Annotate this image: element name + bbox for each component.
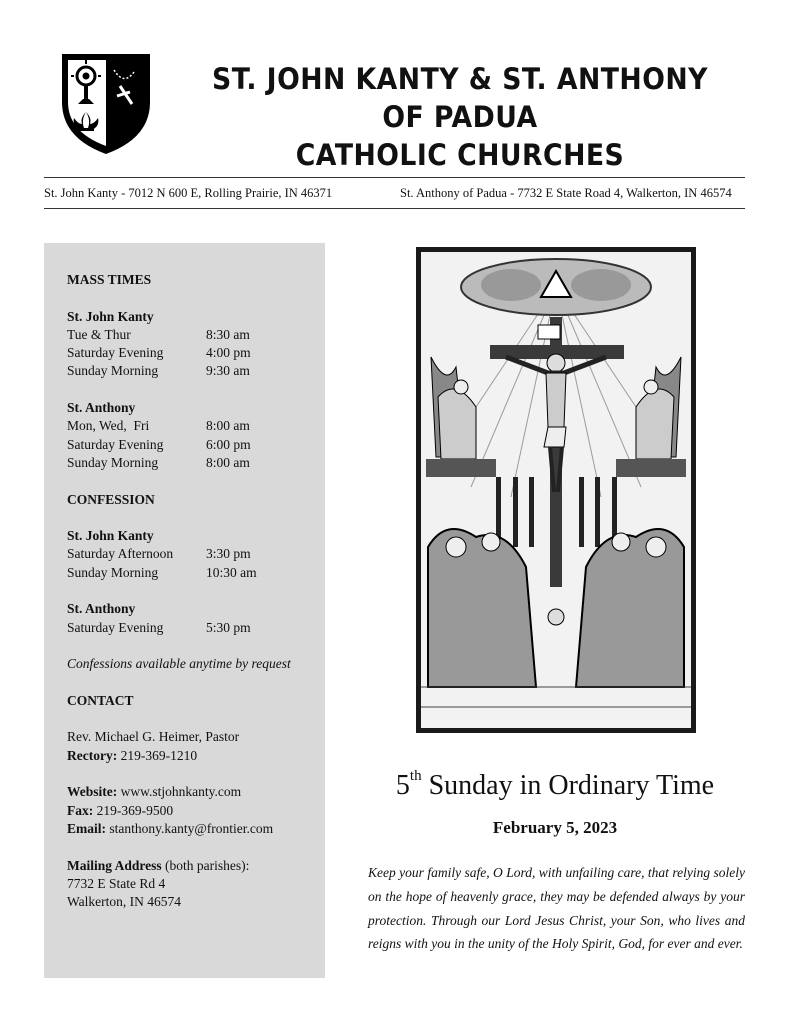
mass-row: Sunday Morning 9:30 am bbox=[67, 363, 250, 379]
address-st-john-kanty: St. John Kanty - 7012 N 600 E, Rolling Prairie, IN 46371 bbox=[44, 186, 333, 200]
confession-note: Confessions available anytime by request bbox=[67, 656, 291, 672]
mass-row: Mon, Wed, Fri 8:00 am bbox=[67, 418, 250, 434]
liturgical-day-title: 5th Sunday in Ordinary Time bbox=[395, 767, 715, 801]
confession-row: Sunday Morning 10:30 am bbox=[67, 564, 257, 580]
mailing-address-line: 7732 E State Rd 4 bbox=[67, 875, 166, 891]
parish-shield-logo bbox=[58, 46, 154, 158]
website: Website: www.stjohnkanty.com bbox=[67, 784, 242, 800]
bulletin-date: February 5, 2023 bbox=[492, 818, 618, 837]
mass-row: Saturday Evening 4:00 pm bbox=[67, 345, 251, 361]
header-rule-bottom bbox=[44, 208, 745, 209]
skull-icon bbox=[548, 609, 564, 625]
contact-heading: CONTACT bbox=[67, 692, 134, 708]
schedule-sidebar bbox=[44, 243, 325, 978]
fax: Fax: 219-369-9500 bbox=[67, 802, 174, 818]
parish-title: ST. JOHN KANTY & ST. ANTHONY OF PADUA CATHOLIC CHURCHES bbox=[212, 62, 708, 172]
confession-church-name: St. John Kanty bbox=[67, 528, 154, 544]
mass-church-name: St. Anthony bbox=[67, 400, 136, 416]
mass-row: Tue & Thur 8:30 am bbox=[67, 326, 250, 342]
confession-church-name: St. Anthony bbox=[67, 601, 136, 617]
mass-row: Saturday Evening 6:00 pm bbox=[67, 436, 251, 452]
mass-church-name: St. John Kanty bbox=[67, 308, 154, 324]
rectory-phone: Rectory: 219-369-1210 bbox=[67, 747, 198, 763]
pastor-name: Rev. Michael G. Heimer, Pastor bbox=[67, 729, 240, 745]
collect-prayer: Keep your family safe, O Lord, with unfailing care, that relying solely on the hope of heavenly grace, they may be defended always by your protection. Through our Lord Jesus Christ, your Son, who lives and reigns with you in the unity of the Holy Spirit, God, for ever and ever. bbox=[368, 865, 745, 952]
confession-heading: CONFESSION bbox=[67, 491, 155, 507]
mass-row: Sunday Morning 8:00 am bbox=[67, 454, 250, 470]
header-rule-top bbox=[44, 177, 745, 178]
confession-row: Saturday Afternoon 3:30 pm bbox=[67, 546, 251, 562]
confession-row: Saturday Evening 5:30 pm bbox=[67, 619, 251, 635]
address-st-anthony: St. Anthony of Padua - 7732 E State Road 4, Walkerton, IN 46574 bbox=[400, 186, 732, 200]
mass-times-heading: MASS TIMES bbox=[67, 272, 152, 287]
email: Email: stanthony.kanty@frontier.com bbox=[67, 820, 274, 836]
crucifixion-engraving bbox=[416, 247, 696, 733]
mailing-address-label: Mailing Address (both parishes): bbox=[67, 857, 250, 873]
mailing-address-line: Walkerton, IN 46574 bbox=[67, 894, 182, 910]
